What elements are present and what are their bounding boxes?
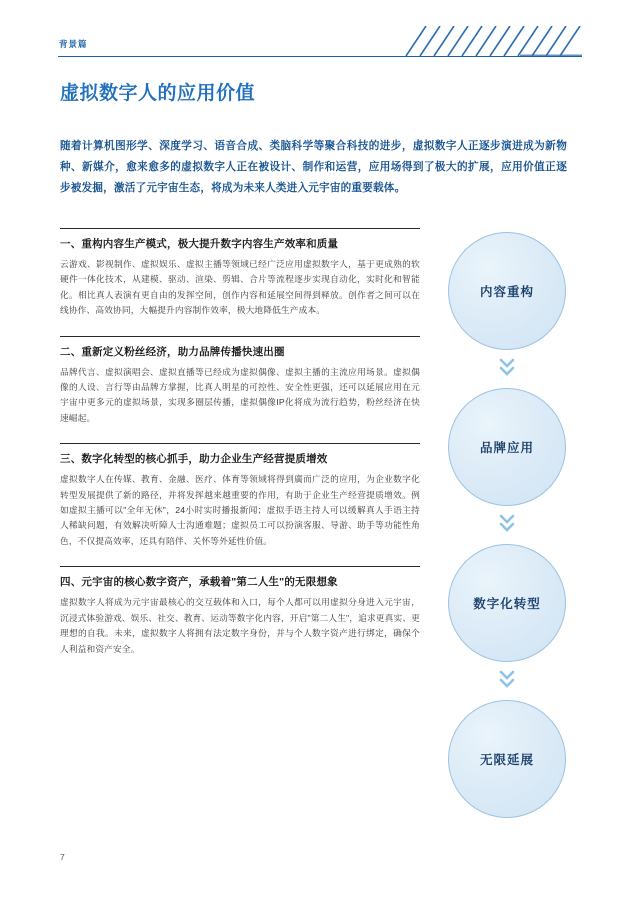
flow-diagram xyxy=(432,232,582,818)
header-divider xyxy=(58,56,582,57)
section-label: 背景篇 xyxy=(59,39,88,49)
diagonal-stripes-decoration xyxy=(400,26,582,56)
intro-paragraph: 随着计算机图形学、深度学习、语音合成、类脑科学等聚合科技的进步，虚拟数字人正逐步演进成为新物种、新媒介，愈来愈多的虚拟数字人正在被设计、制作和运营，应用场得到了极大的扩展，应用价值正逐步被发掘，激活了元宇宙生态，将成为未来人类进入元宇宙的重要载体。 xyxy=(60,140,567,194)
page-number: 7 xyxy=(60,852,65,862)
double-chevron-down-icon xyxy=(432,350,582,388)
flow-node-4: 无限延展 xyxy=(448,700,566,818)
double-chevron-down-icon xyxy=(432,662,582,700)
flow-node-1: 内容重构 xyxy=(448,232,566,350)
flow-node-2: 品牌应用 xyxy=(448,388,566,506)
section-block xyxy=(60,443,420,549)
section-body: 虚拟数字人在传媒、教育、金融、医疗、体育等领域将得到廣而广泛的应用，为企业数字化转型发展提供了新的路径，并将发挥越来越重要的作用，有助于企业生产经营提质增效。例如虚拟主播可以"全年无休"，24小时实时播报新闻；虚拟手语主持人可以缓解真人手语主持人稀缺问题，有效解决听障人士沟通难题；虚拟员工可以扮演客服、导游、助手等功能性角色，不仅提高效率，还具有陪伴、关怀等外延性价值。 xyxy=(60,474,420,546)
section-block xyxy=(60,566,420,657)
section-block xyxy=(60,336,420,427)
section-body: 虚拟数字人将成为元宇宙最核心的交互载体和入口，每个人都可以用虚拟分身进入元宇宙，沉浸式体验游戏、娱乐、社交、教育、运动等数字化内容，开启"第二人生"，追求更真实、更理想的自我。未来，虚拟数字人将拥有法定数字身份，并与个人数字资产进行绑定，确保个人利益和资产安全。 xyxy=(60,597,420,654)
section-heading: 三、数字化转型的核心抓手，助力企业生产经营提质增效 xyxy=(60,443,420,466)
section-heading: 四、元宇宙的核心数字资产，承载着"第二人生"的无限想象 xyxy=(60,566,420,589)
section-heading: 一、重构内容生产模式，极大提升数字内容生产效率和质量 xyxy=(60,228,420,251)
section-heading: 二、重新定义粉丝经济，助力品牌传播快速出圈 xyxy=(60,336,420,359)
flow-node-3: 数字化转型 xyxy=(448,544,566,662)
body-content xyxy=(60,228,420,674)
page-header xyxy=(0,0,640,62)
page-title: 虚拟数字人的应用价值 xyxy=(60,83,256,104)
section-block xyxy=(60,228,420,319)
section-body: 云游戏、影视制作、虚拟娱乐、虚拟主播等领域已经广泛应用虚拟数字人，基于更成熟的软硬件一体化技术，从建模、驱动、渲染、剪辑、合片等流程逐步实现自动化，实时化和智能化。相比真人表演有更自由的发挥空间，创作内容和延展空间得到释放。创作者之间可以在线协作、高效协同，大幅提升内容制作效率，极大地降低生产成本。 xyxy=(60,259,420,316)
section-body: 品牌代言、虚拟演唱会、虚拟直播等已经成为虚拟偶像、虚拟主播的主流应用场景。虚拟偶像的人设、言行等由品牌方掌握，比真人明星的可控性、安全性更强，还可以延展应用在元宇宙中更多元的虚拟场景，实现多圈层传播，虚拟偶像IP化将成为流行趋势，粉丝经济在快速崛起。 xyxy=(60,366,420,423)
double-chevron-down-icon xyxy=(432,506,582,544)
